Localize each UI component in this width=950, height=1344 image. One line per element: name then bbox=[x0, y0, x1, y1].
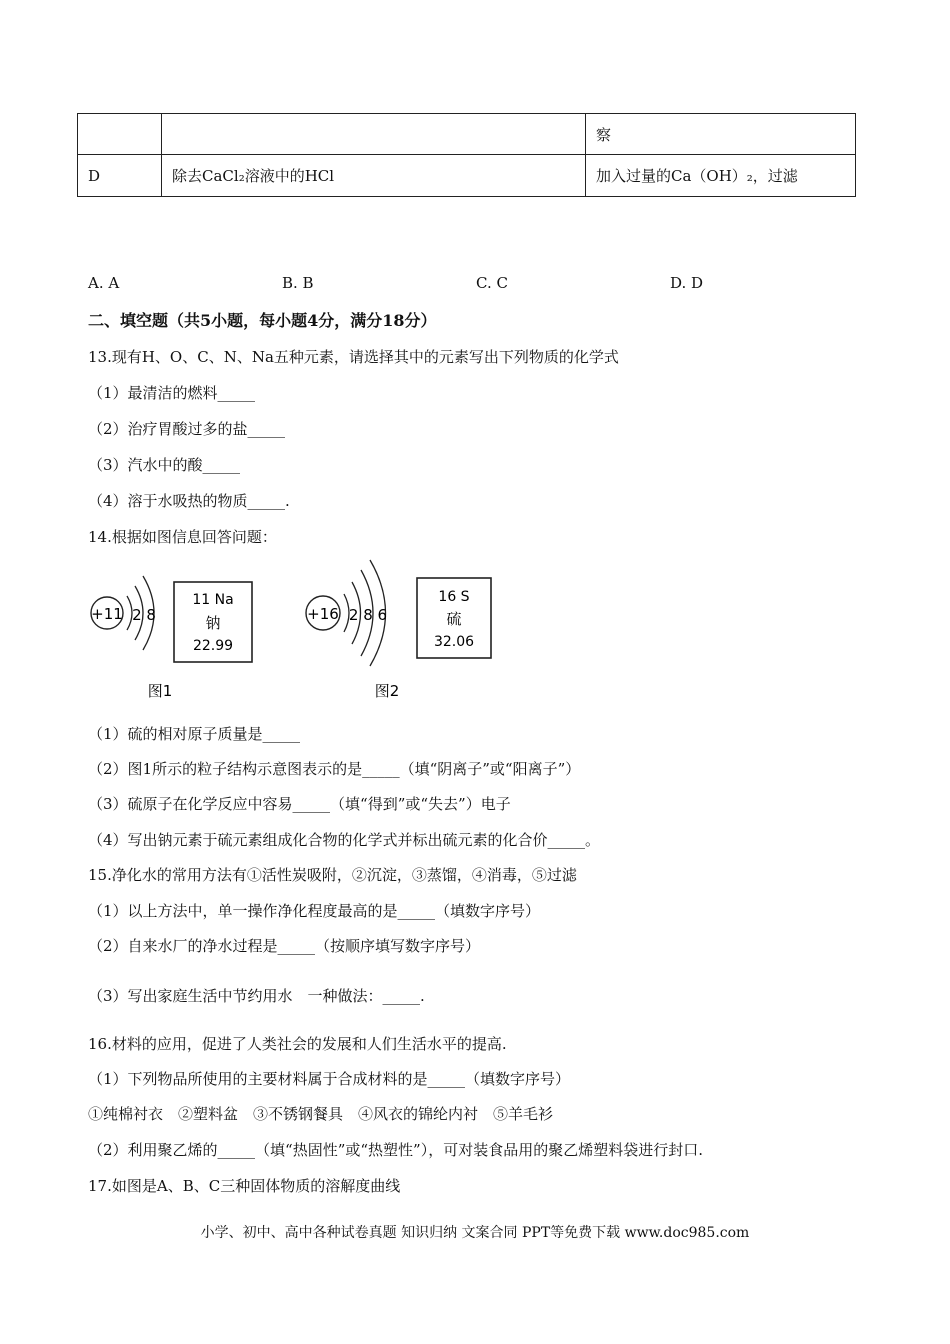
table-row bbox=[78, 114, 856, 155]
q15-stem: 15.净化水的常用方法有①活性炭吸附，②沉淀，③蒸馏，④消毒，⑤过滤 bbox=[88, 866, 577, 884]
sulfur-number-symbol: 16 S bbox=[438, 589, 470, 605]
q14-item-3: （3）硫原子在化学反应中容易_____（填“得到”或“失去”）电子 bbox=[88, 795, 511, 813]
q15-item-1: （1）以上方法中，单一操作净化程度最高的是_____（填数字序号） bbox=[88, 902, 541, 920]
sulfur-name: 硫 bbox=[446, 610, 462, 628]
row-label bbox=[78, 114, 162, 155]
q16-item-1: （1）下列物品所使用的主要材料属于合成材料的是_____（填数字序号） bbox=[88, 1070, 571, 1088]
sodium-name: 钠 bbox=[205, 614, 221, 632]
sulfur-shell-electrons: 2 8 6 bbox=[348, 606, 388, 624]
row-purpose bbox=[162, 114, 586, 155]
q14-item-2: （2）图1所示的粒子结构示意图表示的是_____（填“阴离子”或“阳离子”） bbox=[88, 760, 581, 778]
option-table bbox=[77, 113, 856, 197]
section-title: 二、填空题（共5小题，每小题4分，满分18分） bbox=[88, 311, 437, 330]
table-row bbox=[78, 155, 856, 197]
row-label: D bbox=[78, 155, 162, 197]
q15-item-2: （2）自来水厂的净水过程是_____（按顺序填写数字序号） bbox=[88, 937, 481, 955]
row-method: 加入过量的Ca（OH）₂，过滤 bbox=[586, 155, 856, 197]
q13-stem: 13.现有H、O、C、N、Na五种元素，请选择其中的元素写出下列物质的化学式 bbox=[88, 348, 619, 366]
q16-stem: 16.材料的应用，促进了人类社会的发展和人们生活水平的提高. bbox=[88, 1035, 507, 1053]
q14-item-4: （4）写出钠元素于硫元素组成化合物的化学式并标出硫元素的化合价_____。 bbox=[88, 831, 601, 849]
row-method: 察 bbox=[586, 114, 856, 155]
q13-item-2: （2）治疗胃酸过多的盐_____ bbox=[88, 420, 286, 438]
sulfur-nucleus-label: +16 bbox=[307, 605, 339, 623]
q16-options: ①纯棉衬衣 ②塑料盆 ③不锈钢餐具 ④风衣的锦纶内衬 ⑤羊毛衫 bbox=[88, 1105, 554, 1123]
q13-item-4: （4）溶于水吸热的物质_____. bbox=[88, 492, 290, 510]
sodium-nucleus-label: +11 bbox=[91, 605, 123, 623]
q13-item-3: （3）汽水中的酸_____ bbox=[88, 456, 241, 474]
page-footer: 小学、初中、高中各种试卷真题 知识归纳 文案合同 PPT等免费下载 www.doc985.com bbox=[200, 1225, 750, 1241]
q16-item-2: （2）利用聚乙烯的_____（填“热固性”或“热塑性”），可对装食品用的聚乙烯塑料袋进行封口. bbox=[88, 1141, 703, 1159]
figure-1-caption: 图1 bbox=[147, 682, 173, 700]
sodium-mass: 22.99 bbox=[192, 638, 234, 654]
sodium-shell-electrons: 2 8 bbox=[132, 606, 156, 624]
figure-2-caption: 图2 bbox=[374, 682, 400, 700]
choice-c: C. C bbox=[476, 274, 508, 292]
sodium-number-symbol: 11 Na bbox=[192, 592, 234, 608]
choice-a: A. A bbox=[88, 274, 120, 292]
choice-d: D. D bbox=[670, 274, 704, 292]
choice-b: B. B bbox=[282, 274, 314, 292]
row-purpose: 除去CaCl₂溶液中的HCl bbox=[162, 155, 586, 197]
q14-stem: 14.根据如图信息回答问题： bbox=[88, 528, 277, 546]
q17-stem: 17.如图是A、B、C三种固体物质的溶解度曲线 bbox=[88, 1177, 401, 1195]
q14-item-1: （1）硫的相对原子质量是_____ bbox=[88, 725, 301, 743]
atom-structure-figure bbox=[85, 558, 505, 708]
q15-item-3: （3）写出家庭生活中节约用水 一种做法：_____. bbox=[88, 987, 425, 1005]
sulfur-mass: 32.06 bbox=[433, 634, 475, 650]
q13-item-1: （1）最清洁的燃料_____ bbox=[88, 384, 256, 402]
